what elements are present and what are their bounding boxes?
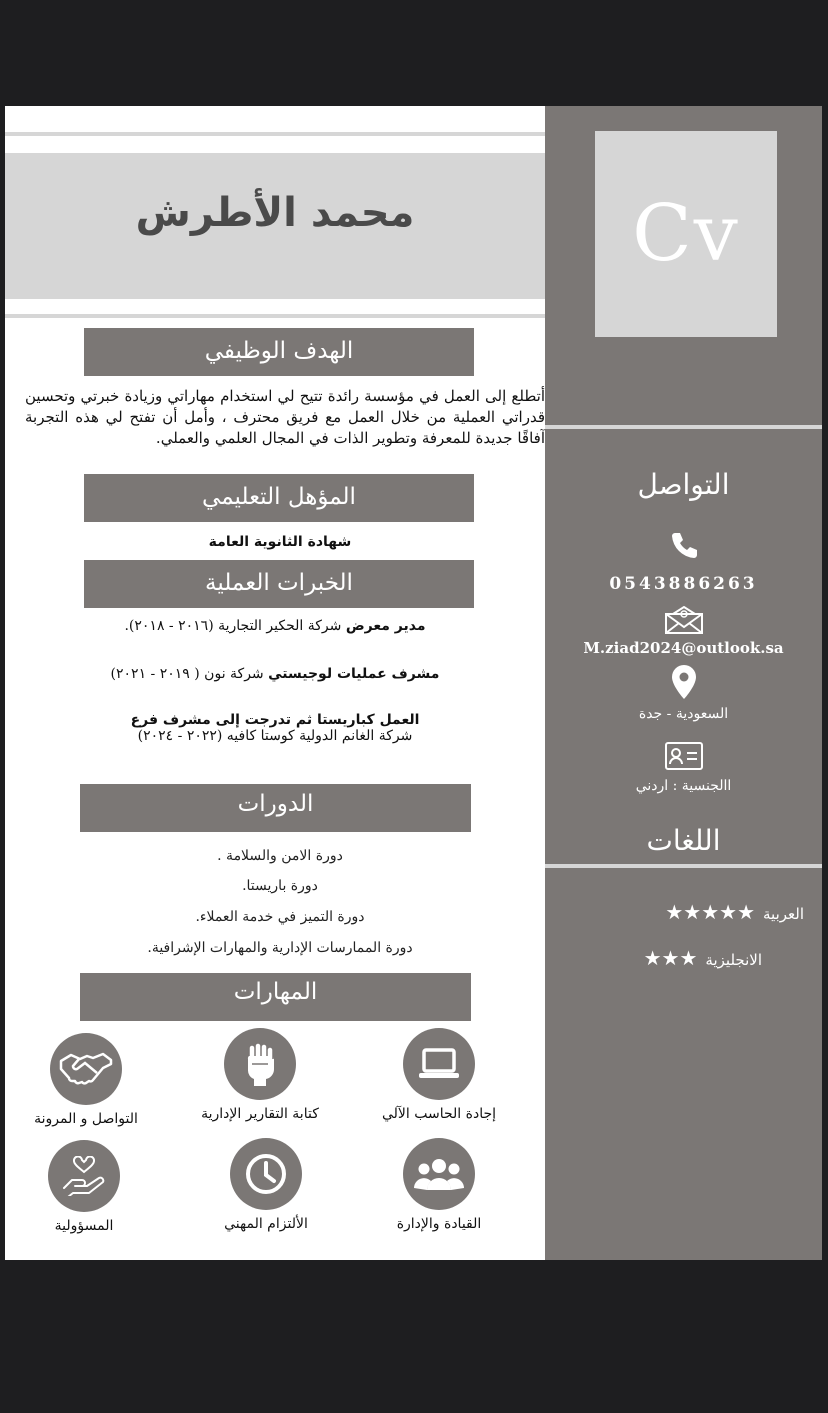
fist-icon (224, 1028, 296, 1100)
language-item (644, 946, 762, 970)
skill-item (359, 1138, 519, 1232)
skill-item (359, 1028, 519, 1122)
skill-label: كتابة التقارير الإدارية (201, 1106, 319, 1122)
cv-logo-text: Cv (632, 189, 740, 279)
experience-detail: شركة الغانم الدولية كوستا كافيه (٢٠٢٢ - ٢٠٢٤) (137, 728, 413, 744)
handshake-icon (50, 1033, 122, 1105)
experience-item (65, 618, 485, 634)
experience-item (65, 712, 485, 744)
phone-icon (545, 530, 822, 562)
clock-icon (230, 1138, 302, 1210)
cv-document (5, 106, 822, 1260)
language-name: العربية (763, 905, 804, 923)
email-icon (545, 606, 822, 634)
experience-detail: شركة الحكير التجارية (٢٠١٦ - ٢٠١٨). (124, 618, 342, 634)
section-experience-title: الخبرات العملية (84, 560, 474, 608)
course-item: دورة الامن والسلامة . (217, 848, 343, 864)
top-divider (5, 132, 545, 136)
skill-label: إجادة الحاسب الآلي (381, 1106, 497, 1122)
experience-item (65, 666, 485, 682)
skill-label: التواصل و المرونة (34, 1111, 138, 1127)
contact-heading: التواصل (637, 468, 730, 501)
group-icon (403, 1138, 475, 1210)
sidebar (545, 106, 822, 1260)
skill-item (180, 1028, 340, 1122)
location-icon (545, 664, 822, 700)
objective-text: أتطلع إلى العمل في مؤسسة رائدة تتيح لي استخدام مهاراتي وزيادة خبرتي وتحسين قدراتي العملية من خلال العمل مع فريق محترف ، وأمل أن تفتح لي هذه التجربة آفاقًا جديدة للمعرفة وتطوير الذات في المجال العلمي والعملي. (25, 387, 545, 447)
contact-phone: 0543886263 (609, 574, 758, 594)
heart-hand-icon (48, 1140, 120, 1212)
skill-label: القيادة والإدارة (396, 1216, 482, 1232)
skill-label: المسؤولية (54, 1218, 114, 1234)
section-education-title: المؤهل التعليمي (84, 474, 474, 522)
rating-stars: ★★★ (643, 946, 698, 970)
section-skills-title: المهارات (80, 973, 471, 1021)
contact-nationality: االجنسية : اردني (635, 778, 732, 794)
language-item (665, 900, 804, 924)
sidebar-divider (545, 864, 822, 868)
section-courses-title: الدورات (80, 784, 471, 832)
laptop-icon (403, 1028, 475, 1100)
header-divider (5, 314, 545, 318)
skill-label: الألتزام المهني (224, 1216, 308, 1232)
cv-logo (595, 131, 777, 337)
id-card-icon (545, 742, 822, 770)
contact-location: السعودية - جدة (638, 706, 729, 722)
section-objective-title: الهدف الوظيفي (84, 328, 474, 376)
sidebar-divider (545, 425, 822, 429)
rating-stars: ★★★★★ (665, 900, 755, 924)
experience-title: مشرف عمليات لوجيستي (268, 666, 440, 682)
candidate-name: محمد الأطرش (135, 190, 415, 236)
education-item: شهادة الثانوية العامة (208, 534, 352, 550)
skill-item (5, 1140, 164, 1234)
language-name: الانجليزية (705, 951, 762, 969)
experience-detail: شركة نون ( ٢٠١٩ - ٢٠٢١) (110, 666, 264, 682)
course-item: دورة باريستا. (242, 878, 318, 894)
experience-title: العمل كباريستا ثم تدرجت إلى مشرف فرع (130, 712, 420, 728)
contact-email: M.ziad2024@outlook.sa (583, 639, 784, 657)
skill-item (6, 1033, 166, 1127)
skill-item (186, 1138, 346, 1232)
languages-heading: اللغات (646, 824, 721, 857)
course-item: دورة الممارسات الإدارية والمهارات الإشرافية. (147, 940, 413, 956)
experience-title: مدير معرض (345, 618, 426, 634)
course-item: دورة التميز في خدمة العملاء. (195, 909, 365, 925)
